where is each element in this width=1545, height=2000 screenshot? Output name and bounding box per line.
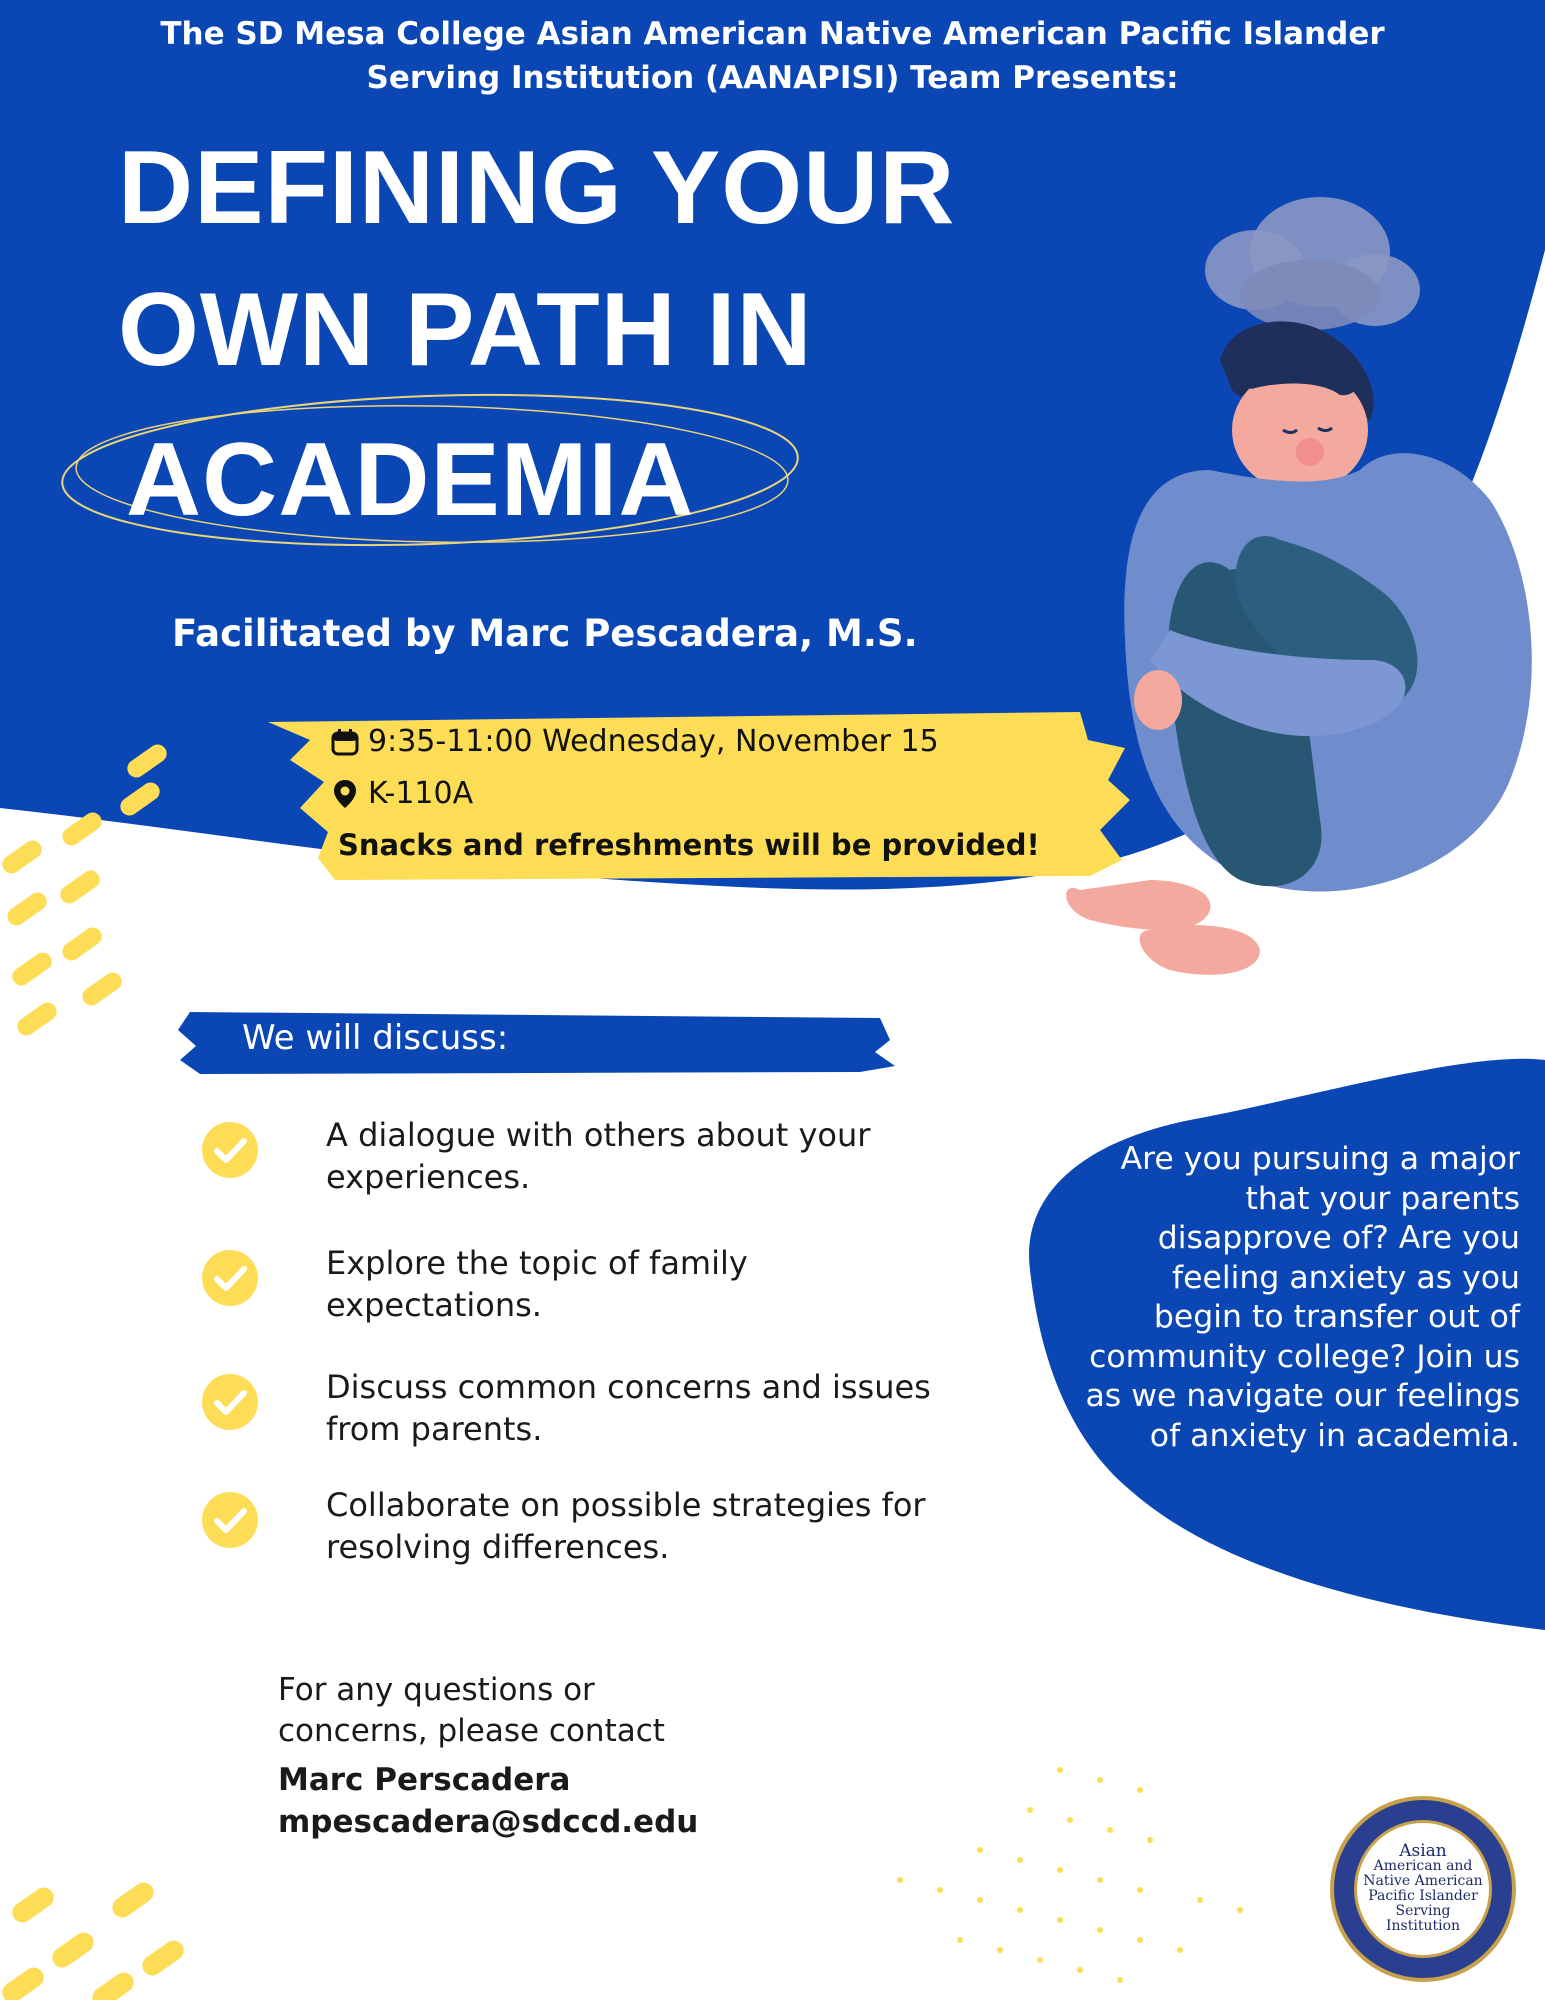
presenter-line-2: Serving Institution (AANAPISI) Team Presents: <box>366 60 1179 96</box>
discuss-heading: We will discuss: <box>242 1018 509 1058</box>
list-item <box>200 1486 960 1580</box>
list-item <box>200 1116 960 1210</box>
facilitator-line: Facilitated by Marc Pescadera, M.S. <box>172 612 918 655</box>
seal-line: Institution <box>1385 1918 1461 1934</box>
seal-line: Pacific Islander <box>1368 1888 1478 1904</box>
event-time <box>330 724 939 759</box>
event-time-text: 9:35-11:00 Wednesday, November 15 <box>368 724 939 759</box>
seal-line: Asian <box>1399 1841 1447 1861</box>
list-item <box>200 1368 960 1462</box>
contact-intro: For any questions or concerns, please contact <box>278 1672 665 1749</box>
yellow-dashes-bottom <box>0 1879 188 2000</box>
contact-email-link[interactable]: mpescadera@sdccd.edu <box>278 1804 699 1840</box>
location-pin-icon <box>330 778 360 810</box>
side-question-text: Are you pursuing a major that your parents disapprove of? Are you feeling anxiety as you begin to transfer out of community college? Join us as we navigate our feelings of anxiety in academia. <box>1085 1141 1520 1454</box>
title-line-2: OWN PATH IN <box>118 272 813 388</box>
list-item-text: Discuss common concerns and issues from parents. <box>326 1368 931 1448</box>
event-location <box>330 776 473 811</box>
contact-name: Marc Perscadera <box>278 1762 571 1798</box>
list-item-text: A dialogue with others about your experiences. <box>326 1116 871 1196</box>
seal-line: Native American <box>1363 1873 1483 1889</box>
check-circle-icon <box>200 1248 260 1308</box>
list-item-text: Collaborate on possible strategies for resolving differences. <box>326 1486 926 1566</box>
seal-inner <box>1354 1820 1492 1958</box>
snacks-note: Snacks and refreshments will be provided! <box>338 828 1040 862</box>
title-line-3: ACADEMIA <box>126 422 695 538</box>
calendar-icon <box>330 727 360 757</box>
check-circle-icon <box>200 1372 260 1432</box>
check-circle-icon <box>200 1490 260 1550</box>
seal-line: American and <box>1373 1858 1473 1874</box>
aanapisi-seal-logo <box>1330 1796 1516 1982</box>
dot-pattern <box>897 1767 1243 1983</box>
list-item <box>200 1244 960 1338</box>
event-location-text: K-110A <box>368 776 474 811</box>
presenter-line-1: The SD Mesa College Asian American Native American Pacific Islander <box>160 16 1385 52</box>
list-item-text: Explore the topic of family expectations. <box>326 1244 748 1324</box>
seal-line: Serving <box>1395 1903 1451 1919</box>
check-circle-icon <box>200 1120 260 1180</box>
title-line-1: DEFINING YOUR <box>118 130 956 246</box>
